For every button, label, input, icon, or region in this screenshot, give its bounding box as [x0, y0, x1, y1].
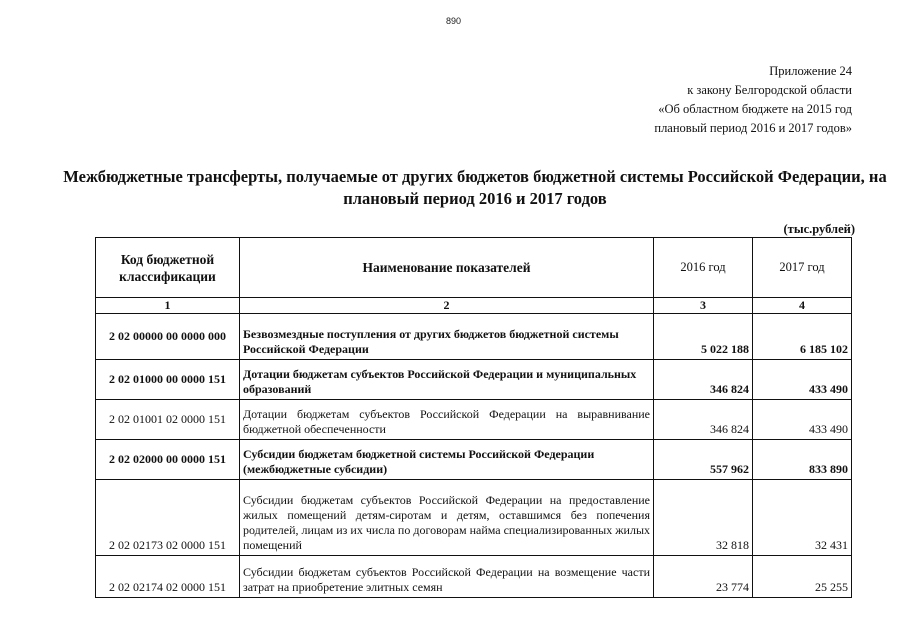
row-value-2017: 433 490 — [753, 400, 852, 440]
row-value-2017: 32 431 — [753, 480, 852, 556]
header-name: Наименование показателей — [240, 238, 654, 298]
header-2017: 2017 год — [753, 238, 852, 298]
row-code: 2 02 01000 00 0000 151 — [96, 360, 240, 400]
units-label: (тыс.рублей) — [783, 222, 855, 236]
row-value-2016: 32 818 — [654, 480, 753, 556]
table-row — [96, 314, 852, 360]
row-name: Дотации бюджетам субъектов Российской Федерации на выравнивание бюджетной обеспеченности — [240, 400, 654, 440]
table-row — [96, 480, 852, 556]
row-name: Субсидии бюджетам субъектов Российской Федерации на предоставление жилых помещений детям-сиротам и детям, оставшимся без попечения родителей, лицам из их числа по договорам найма специализированных жилых помещений — [240, 480, 654, 556]
table-row — [96, 440, 852, 480]
column-number: 4 — [753, 298, 852, 314]
transfers-table — [95, 237, 852, 598]
appendix-line: Приложение 24 — [769, 64, 852, 78]
row-value-2017: 6 185 102 — [753, 314, 852, 360]
row-code: 2 02 02174 02 0000 151 — [96, 556, 240, 598]
appendix-line: к закону Белгородской области — [687, 83, 852, 97]
header-code: Код бюджетной классификации — [96, 238, 240, 298]
row-code: 2 02 02000 00 0000 151 — [96, 440, 240, 480]
row-name: Субсидии бюджетам субъектов Российской Федерации на возмещение части затрат на приобретение элитных семян — [240, 556, 654, 598]
page-number: 890 — [446, 16, 462, 26]
appendix-line: «Об областном бюджете на 2015 год — [658, 102, 852, 116]
row-value-2017: 433 490 — [753, 360, 852, 400]
appendix-line: плановый период 2016 и 2017 годов» — [654, 121, 852, 135]
row-code: 2 02 00000 00 0000 000 — [96, 314, 240, 360]
row-name: Дотации бюджетам субъектов Российской Федерации и муниципальных образований — [240, 360, 654, 400]
column-number: 2 — [240, 298, 654, 314]
row-value-2016: 557 962 — [654, 440, 753, 480]
column-number: 1 — [96, 298, 240, 314]
column-number-row — [96, 298, 852, 314]
table-row — [96, 400, 852, 440]
row-value-2017: 25 255 — [753, 556, 852, 598]
header-2016: 2016 год — [654, 238, 753, 298]
table-row — [96, 360, 852, 400]
row-value-2016: 23 774 — [654, 556, 753, 598]
document-title: Межбюджетные трансферты, получаемые от других бюджетов бюджетной системы Российской Федерации, на плановый период 2016 и 2017 годов — [63, 167, 887, 208]
row-name: Субсидии бюджетам бюджетной системы Российской Федерации (межбюджетные субсидии) — [240, 440, 654, 480]
table-row — [96, 556, 852, 598]
row-code: 2 02 02173 02 0000 151 — [96, 480, 240, 556]
row-value-2016: 5 022 188 — [654, 314, 753, 360]
row-value-2016: 346 824 — [654, 360, 753, 400]
row-name: Безвозмездные поступления от других бюджетов бюджетной системы Российской Федерации — [240, 314, 654, 360]
appendix-block — [654, 62, 852, 138]
column-number: 3 — [654, 298, 753, 314]
row-value-2016: 346 824 — [654, 400, 753, 440]
row-value-2017: 833 890 — [753, 440, 852, 480]
row-code: 2 02 01001 02 0000 151 — [96, 400, 240, 440]
